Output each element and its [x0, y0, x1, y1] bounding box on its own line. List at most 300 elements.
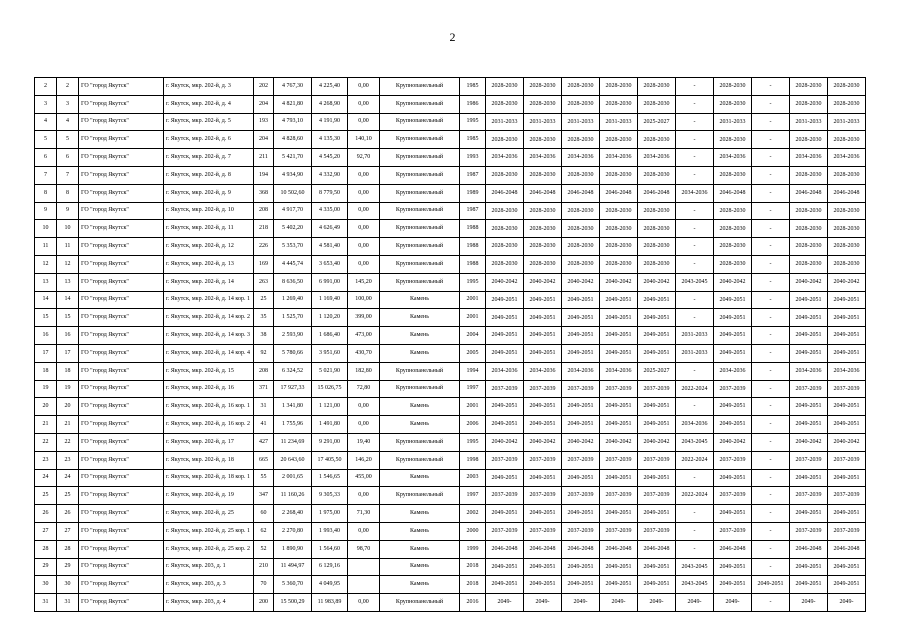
page-number: 2 [449, 30, 456, 44]
repair-period-cell: 2046-2048 [828, 184, 866, 202]
repair-period-cell: 2022-2024 [676, 451, 714, 469]
repair-period-cell: 2046-2048 [486, 184, 524, 202]
total-area-cell: 2 001,65 [274, 469, 312, 487]
living-area-cell: 3 653,40 [312, 255, 348, 273]
repair-period-cell: 2049-2051 [600, 344, 638, 362]
repair-period-cell: 2028-2030 [524, 238, 562, 256]
repair-period-cell: 2028-2030 [714, 131, 752, 149]
repair-period-cell: 2028-2030 [828, 238, 866, 256]
repair-period-cell: 2034-2036 [562, 362, 600, 380]
housing-repair-schedule-table [34, 77, 866, 612]
table-row [35, 166, 866, 184]
apartments-cell: 263 [254, 273, 274, 291]
row-number: 5 [35, 131, 57, 149]
repair-period-cell: 2049-2051 [600, 327, 638, 345]
table-row [35, 398, 866, 416]
repair-period-cell: - [752, 238, 790, 256]
apartments-cell: 211 [254, 149, 274, 167]
table-row [35, 380, 866, 398]
living-area-cell: 9 291,00 [312, 433, 348, 451]
object-number: 18 [57, 362, 79, 380]
address-cell: г. Якутск, мкр. 202-й, д. 6 [164, 131, 254, 149]
wall-material-cell: Камень [380, 505, 460, 523]
repair-period-cell: 2049- [676, 594, 714, 612]
address-cell: г. Якутск, мкр. 202-й, д. 16 кор. 1 [164, 398, 254, 416]
repair-period-cell: 2049-2051 [524, 291, 562, 309]
wall-material-cell: Крупнопанельный [380, 149, 460, 167]
nonliving-area-cell: 182,80 [348, 362, 380, 380]
table-row [35, 273, 866, 291]
living-area-cell: 1 686,40 [312, 327, 348, 345]
repair-period-cell: 2049-2051 [638, 309, 676, 327]
repair-period-cell: 2028-2030 [828, 255, 866, 273]
repair-period-cell: - [752, 166, 790, 184]
repair-period-cell: 2034-2036 [562, 149, 600, 167]
repair-period-cell: 2028-2030 [790, 238, 828, 256]
repair-period-cell: 2049-2051 [562, 398, 600, 416]
repair-period-cell: 2028-2030 [524, 202, 562, 220]
repair-period-cell: - [676, 238, 714, 256]
row-number: 2 [35, 78, 57, 96]
repair-period-cell: 2028-2030 [600, 202, 638, 220]
repair-period-cell: 2049-2051 [714, 327, 752, 345]
repair-period-cell: 2049-2051 [600, 505, 638, 523]
apartments-cell: 41 [254, 416, 274, 434]
build-year-cell: 1995 [460, 433, 486, 451]
repair-period-cell: 2049-2051 [828, 576, 866, 594]
repair-period-cell: 2049-2051 [828, 327, 866, 345]
wall-material-cell: Камень [380, 327, 460, 345]
repair-period-cell: 2049-2051 [638, 398, 676, 416]
build-year-cell: 1995 [460, 113, 486, 131]
repair-period-cell: 2049-2051 [714, 291, 752, 309]
total-area-cell: 2 270,80 [274, 522, 312, 540]
repair-period-cell: 2049-2051 [790, 469, 828, 487]
repair-period-cell: - [676, 113, 714, 131]
object-number: 16 [57, 327, 79, 345]
repair-period-cell: - [676, 309, 714, 327]
living-area-cell: 1 546,65 [312, 469, 348, 487]
build-year-cell: 1993 [460, 149, 486, 167]
nonliving-area-cell: 140,10 [348, 131, 380, 149]
wall-material-cell: Крупнопанельный [380, 202, 460, 220]
repair-period-cell: - [676, 255, 714, 273]
wall-material-cell: Камень [380, 416, 460, 434]
repair-period-cell: 2037-2039 [524, 487, 562, 505]
build-year-cell: 1988 [460, 238, 486, 256]
repair-period-cell: 2040-2042 [562, 433, 600, 451]
address-cell: г. Якутск, мкр. 202-й, д. 11 [164, 220, 254, 238]
wall-material-cell: Камень [380, 522, 460, 540]
address-cell: г. Якутск, мкр. 202-й, д. 16 кор. 2 [164, 416, 254, 434]
repair-period-cell: - [752, 327, 790, 345]
build-year-cell: 1987 [460, 166, 486, 184]
repair-period-cell: 2037-2039 [600, 487, 638, 505]
apartments-cell: 204 [254, 95, 274, 113]
repair-period-cell: 2037-2039 [790, 487, 828, 505]
municipality-cell: ГО "город Якутск" [79, 78, 164, 96]
apartments-cell: 62 [254, 522, 274, 540]
row-number: 21 [35, 416, 57, 434]
nonliving-area-cell: 145,20 [348, 273, 380, 291]
repair-period-cell: 2034-2036 [828, 149, 866, 167]
repair-period-cell: 2028-2030 [486, 166, 524, 184]
row-number: 14 [35, 291, 57, 309]
table-row [35, 362, 866, 380]
row-number: 9 [35, 202, 57, 220]
repair-period-cell: 2049-2051 [524, 558, 562, 576]
object-number: 6 [57, 149, 79, 167]
repair-period-cell: 2043-2045 [676, 576, 714, 594]
build-year-cell: 1987 [460, 202, 486, 220]
repair-period-cell: 2046-2048 [790, 184, 828, 202]
address-cell: г. Якутск, мкр. 202-й, д. 25 [164, 505, 254, 523]
build-year-cell: 1985 [460, 78, 486, 96]
wall-material-cell: Крупнопанельный [380, 362, 460, 380]
table-row [35, 184, 866, 202]
repair-period-cell: 2049-2051 [562, 416, 600, 434]
nonliving-area-cell: 92,70 [348, 149, 380, 167]
address-cell: г. Якутск, мкр. 202-й, д. 3 [164, 78, 254, 96]
municipality-cell: ГО "город Якутск" [79, 505, 164, 523]
row-number: 3 [35, 95, 57, 113]
row-number: 18 [35, 362, 57, 380]
apartments-cell: 371 [254, 380, 274, 398]
repair-period-cell: 2028-2030 [562, 202, 600, 220]
total-area-cell: 1 269,40 [274, 291, 312, 309]
build-year-cell: 1997 [460, 487, 486, 505]
repair-period-cell: 2031-2033 [828, 113, 866, 131]
build-year-cell: 2004 [460, 327, 486, 345]
repair-period-cell: - [752, 362, 790, 380]
repair-period-cell: 2049-2051 [524, 327, 562, 345]
repair-period-cell: 2028-2030 [486, 238, 524, 256]
wall-material-cell: Крупнопанельный [380, 594, 460, 612]
repair-period-cell: 2049-2051 [638, 576, 676, 594]
address-cell: г. Якутск, мкр. 203, д. 1 [164, 558, 254, 576]
repair-period-cell: 2049-2051 [790, 327, 828, 345]
address-cell: г. Якутск, мкр. 202-й, д. 14 кор. 2 [164, 309, 254, 327]
repair-period-cell: 2049-2051 [486, 291, 524, 309]
table-row [35, 487, 866, 505]
nonliving-area-cell: 72,80 [348, 380, 380, 398]
apartments-cell: 31 [254, 398, 274, 416]
repair-period-cell: - [752, 558, 790, 576]
apartments-cell: 60 [254, 505, 274, 523]
wall-material-cell: Камень [380, 309, 460, 327]
repair-period-cell: 2049-2051 [752, 576, 790, 594]
row-number: 10 [35, 220, 57, 238]
repair-period-cell: - [752, 78, 790, 96]
repair-period-cell: 2028-2030 [600, 131, 638, 149]
row-number: 28 [35, 540, 57, 558]
repair-period-cell: - [752, 255, 790, 273]
repair-period-cell: 2028-2030 [600, 220, 638, 238]
nonliving-area-cell: 0,00 [348, 95, 380, 113]
municipality-cell: ГО "город Якутск" [79, 451, 164, 469]
repair-period-cell: 2037-2039 [714, 522, 752, 540]
total-area-cell: 2 593,90 [274, 327, 312, 345]
repair-period-cell: 2028-2030 [828, 78, 866, 96]
repair-period-cell: - [752, 184, 790, 202]
table-row [35, 327, 866, 345]
apartments-cell: 194 [254, 166, 274, 184]
repair-period-cell: 2043-2045 [676, 433, 714, 451]
repair-period-cell: 2037-2039 [828, 451, 866, 469]
address-cell: г. Якутск, мкр. 202-й, д. 7 [164, 149, 254, 167]
row-number: 29 [35, 558, 57, 576]
repair-period-cell: 2028-2030 [638, 220, 676, 238]
repair-period-cell: 2049-2051 [638, 558, 676, 576]
repair-period-cell: 2037-2039 [486, 487, 524, 505]
row-number: 26 [35, 505, 57, 523]
living-area-cell: 4 545,20 [312, 149, 348, 167]
build-year-cell: 2003 [460, 469, 486, 487]
repair-period-cell: 2037-2039 [562, 380, 600, 398]
nonliving-area-cell [348, 558, 380, 576]
repair-period-cell: 2028-2030 [638, 95, 676, 113]
repair-period-cell: 2028-2030 [638, 78, 676, 96]
object-number: 3 [57, 95, 79, 113]
repair-period-cell: 2043-2045 [676, 273, 714, 291]
wall-material-cell: Крупнопанельный [380, 131, 460, 149]
nonliving-area-cell: 100,00 [348, 291, 380, 309]
apartments-cell: 200 [254, 594, 274, 612]
municipality-cell: ГО "город Якутск" [79, 238, 164, 256]
repair-period-cell: 2028-2030 [790, 255, 828, 273]
repair-period-cell: - [752, 505, 790, 523]
repair-period-cell: 2037-2039 [638, 380, 676, 398]
total-area-cell: 15 500,29 [274, 594, 312, 612]
repair-period-cell: 2028-2030 [790, 202, 828, 220]
repair-period-cell: 2049-2051 [714, 505, 752, 523]
repair-period-cell: 2037-2039 [600, 522, 638, 540]
municipality-cell: ГО "город Якутск" [79, 291, 164, 309]
repair-period-cell: 2046-2048 [638, 184, 676, 202]
apartments-cell: 208 [254, 362, 274, 380]
municipality-cell: ГО "город Якутск" [79, 95, 164, 113]
row-number: 27 [35, 522, 57, 540]
table-row [35, 522, 866, 540]
address-cell: г. Якутск, мкр. 202-й, д. 13 [164, 255, 254, 273]
total-area-cell: 11 160,26 [274, 487, 312, 505]
repair-period-cell: 2049-2051 [714, 558, 752, 576]
object-number: 29 [57, 558, 79, 576]
repair-period-cell: 2040-2042 [828, 273, 866, 291]
total-area-cell: 4 917,70 [274, 202, 312, 220]
repair-period-cell: 2049- [600, 594, 638, 612]
repair-period-cell: 2031-2033 [562, 113, 600, 131]
repair-period-cell: 2028-2030 [828, 220, 866, 238]
repair-period-cell: 2028-2030 [638, 238, 676, 256]
object-number: 26 [57, 505, 79, 523]
row-number: 16 [35, 327, 57, 345]
repair-period-cell: 2049- [828, 594, 866, 612]
repair-period-cell: 2049-2051 [562, 469, 600, 487]
apartments-cell: 169 [254, 255, 274, 273]
address-cell: г. Якутск, мкр. 202-й, д. 9 [164, 184, 254, 202]
repair-period-cell: 2028-2030 [714, 78, 752, 96]
repair-period-cell: - [676, 540, 714, 558]
object-number: 24 [57, 469, 79, 487]
repair-period-cell: 2049-2051 [486, 398, 524, 416]
repair-period-cell: - [676, 131, 714, 149]
build-year-cell: 1986 [460, 95, 486, 113]
repair-period-cell: - [752, 95, 790, 113]
repair-period-cell: 2049-2051 [486, 309, 524, 327]
repair-period-cell: 2049-2051 [790, 309, 828, 327]
table-row [35, 131, 866, 149]
repair-period-cell: - [676, 78, 714, 96]
object-number: 10 [57, 220, 79, 238]
nonliving-area-cell: 399,00 [348, 309, 380, 327]
total-area-cell: 17 927,33 [274, 380, 312, 398]
repair-period-cell: 2049-2051 [714, 576, 752, 594]
repair-period-cell: 2031-2033 [790, 113, 828, 131]
repair-period-cell: - [676, 220, 714, 238]
wall-material-cell: Камень [380, 291, 460, 309]
wall-material-cell: Крупнопанельный [380, 95, 460, 113]
repair-period-cell: 2037-2039 [524, 522, 562, 540]
address-cell: г. Якутск, мкр. 202-й, д. 14 кор. 4 [164, 344, 254, 362]
nonliving-area-cell: 0,00 [348, 594, 380, 612]
repair-period-cell: 2037-2039 [486, 522, 524, 540]
total-area-cell: 1 341,80 [274, 398, 312, 416]
municipality-cell: ГО "город Якутск" [79, 362, 164, 380]
municipality-cell: ГО "город Якутск" [79, 327, 164, 345]
build-year-cell: 2016 [460, 594, 486, 612]
row-number: 19 [35, 380, 57, 398]
repair-period-cell: - [676, 291, 714, 309]
wall-material-cell: Крупнопанельный [380, 78, 460, 96]
object-number: 5 [57, 131, 79, 149]
repair-period-cell: 2049-2051 [790, 344, 828, 362]
object-number: 22 [57, 433, 79, 451]
wall-material-cell: Камень [380, 469, 460, 487]
repair-period-cell: 2028-2030 [714, 95, 752, 113]
repair-period-cell: 2049-2051 [790, 291, 828, 309]
repair-period-cell: 2049-2051 [600, 469, 638, 487]
wall-material-cell: Крупнопанельный [380, 380, 460, 398]
address-cell: г. Якутск, мкр. 202-й, д. 16 [164, 380, 254, 398]
repair-period-cell: 2049-2051 [600, 416, 638, 434]
address-cell: г. Якутск, мкр. 202-й, д. 25 кор. 1 [164, 522, 254, 540]
repair-period-cell: 2028-2030 [790, 78, 828, 96]
build-year-cell: 1994 [460, 362, 486, 380]
wall-material-cell: Крупнопанельный [380, 487, 460, 505]
repair-period-cell: - [752, 469, 790, 487]
row-number: 4 [35, 113, 57, 131]
repair-period-cell: - [752, 149, 790, 167]
object-number: 23 [57, 451, 79, 469]
object-number: 4 [57, 113, 79, 131]
table-row [35, 309, 866, 327]
repair-period-cell: 2043-2045 [676, 558, 714, 576]
municipality-cell: ГО "город Якутск" [79, 433, 164, 451]
living-area-cell: 1 564,60 [312, 540, 348, 558]
living-area-cell: 1 491,80 [312, 416, 348, 434]
repair-period-cell: 2049-2051 [562, 327, 600, 345]
repair-period-cell: 2049-2051 [486, 327, 524, 345]
repair-period-cell: 2049-2051 [638, 327, 676, 345]
row-number: 7 [35, 166, 57, 184]
repair-period-cell: 2037-2039 [600, 451, 638, 469]
municipality-cell: ГО "город Якутск" [79, 202, 164, 220]
repair-period-cell: 2046-2048 [524, 184, 562, 202]
repair-period-cell: 2049-2051 [486, 576, 524, 594]
build-year-cell: 2018 [460, 558, 486, 576]
table-row [35, 433, 866, 451]
table-row [35, 540, 866, 558]
nonliving-area-cell: 0,00 [348, 166, 380, 184]
repair-period-cell: 2028-2030 [790, 131, 828, 149]
repair-period-cell: - [676, 166, 714, 184]
repair-period-cell: 2049-2051 [828, 505, 866, 523]
repair-period-cell: 2049-2051 [828, 291, 866, 309]
living-area-cell: 5 021,90 [312, 362, 348, 380]
municipality-cell: ГО "город Якутск" [79, 309, 164, 327]
wall-material-cell: Крупнопанельный [380, 433, 460, 451]
repair-period-cell: 2028-2030 [486, 220, 524, 238]
address-cell: г. Якутск, мкр. 202-й, д. 5 [164, 113, 254, 131]
repair-period-cell: 2049-2051 [524, 576, 562, 594]
repair-period-cell: 2031-2033 [486, 113, 524, 131]
object-number: 13 [57, 273, 79, 291]
row-number: 13 [35, 273, 57, 291]
object-number: 30 [57, 576, 79, 594]
repair-period-cell: 2046-2048 [714, 540, 752, 558]
repair-period-cell: - [752, 344, 790, 362]
repair-period-cell: 2046-2048 [524, 540, 562, 558]
object-number: 2 [57, 78, 79, 96]
total-area-cell: 20 643,60 [274, 451, 312, 469]
wall-material-cell: Камень [380, 540, 460, 558]
total-area-cell: 5 402,20 [274, 220, 312, 238]
repair-period-cell: 2049-2051 [638, 344, 676, 362]
nonliving-area-cell: 473,00 [348, 327, 380, 345]
living-area-cell: 6 991,00 [312, 273, 348, 291]
living-area-cell: 6 129,16 [312, 558, 348, 576]
wall-material-cell: Крупнопанельный [380, 184, 460, 202]
build-year-cell: 1985 [460, 131, 486, 149]
repair-period-cell: 2049-2051 [486, 469, 524, 487]
address-cell: г. Якутск, мкр. 202-й, д. 25 кор. 2 [164, 540, 254, 558]
repair-period-cell: 2037-2039 [562, 487, 600, 505]
repair-period-cell: 2034-2036 [486, 362, 524, 380]
repair-period-cell: 2040-2042 [524, 433, 562, 451]
nonliving-area-cell: 0,00 [348, 522, 380, 540]
build-year-cell: 2001 [460, 291, 486, 309]
repair-period-cell: 2049-2051 [714, 398, 752, 416]
repair-period-cell: 2049-2051 [714, 469, 752, 487]
repair-period-cell: 2028-2030 [600, 95, 638, 113]
repair-period-cell: 2031-2033 [714, 113, 752, 131]
repair-period-cell: - [676, 398, 714, 416]
repair-period-cell: - [752, 451, 790, 469]
wall-material-cell: Крупнопанельный [380, 451, 460, 469]
repair-period-cell: 2040-2042 [600, 433, 638, 451]
address-cell: г. Якутск, мкр. 203, д. 3 [164, 576, 254, 594]
row-number: 22 [35, 433, 57, 451]
address-cell: г. Якутск, мкр. 202-й, д. 12 [164, 238, 254, 256]
table-row [35, 255, 866, 273]
apartments-cell: 427 [254, 433, 274, 451]
repair-period-cell: 2037-2039 [638, 487, 676, 505]
repair-period-cell: 2049-2051 [562, 291, 600, 309]
build-year-cell: 2005 [460, 344, 486, 362]
nonliving-area-cell: 0,00 [348, 220, 380, 238]
object-number: 19 [57, 380, 79, 398]
